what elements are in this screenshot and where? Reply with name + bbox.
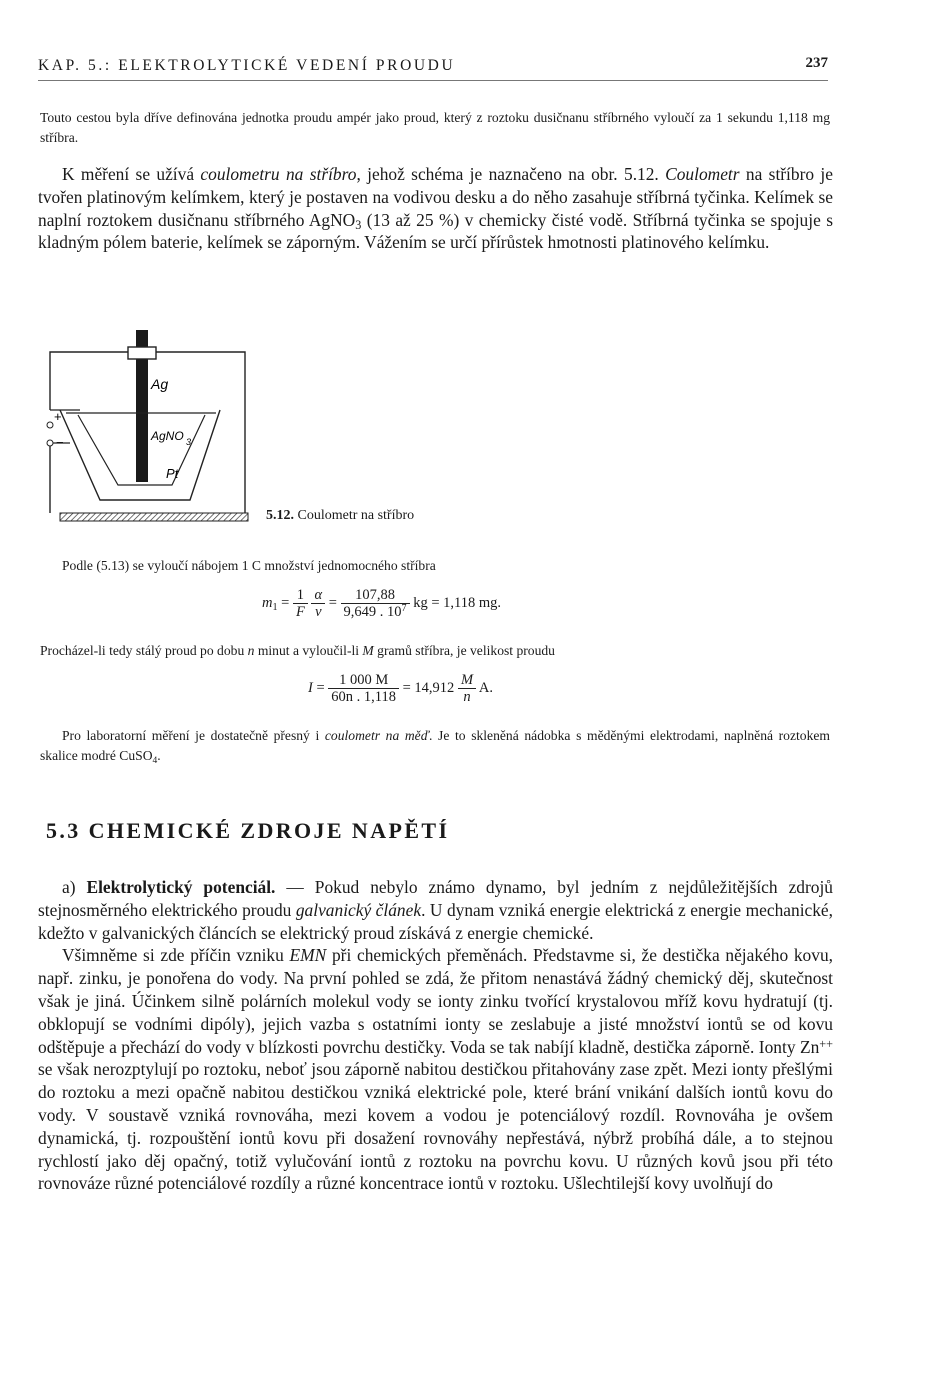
prochazel-paragraph: Procházel-li tedy stálý proud po dobu n minut a vyloučil-li M gramů stříbra, je velikost proudu (40, 643, 555, 658)
coulometer-figure (40, 325, 260, 525)
caption-text: Coulometr na stříbro (297, 508, 415, 523)
paragraph-a: a) Elektrolytický potenciál. — Pokud nebylo známo dynamo, byl jedním z nejdůležitějších zdrojů stejnosměrného elektrického proudu galvanický článek. U dynam vzniká energie elektrická z energie mechanické, kdežto v galvanických článcích se elektrický proud získává z energie chemické. (38, 877, 834, 943)
term-coulometr: Coulometr (665, 164, 740, 184)
paragraph-b: Všimněme si zde příčin vzniku EMN při chemických přeměnách. Představme si, že destička nějakého kovu, např. zinku, je ponořena do vody. Na první pohled se zdá, že přitom nenastává žádný chemický děj, skutečnost však je jiná. Účinkem silně polárních molekul vody se ionty zinku tvořící krystalovou mříž kovu hydratují (tj. obklopují se vodními dipóly), jejich vazba s ostatními ionty se zeslabuje a jisté množství iontů se od kovu odštěpuje a přechází do vody v blízkosti povrchu destičky. Voda se tak nabíjí kladně, destička záporně. Ionty Zn++ se však nerozptylují po roztoku, neboť jsou záporně nabitou destičkou přitahovány zase zpět. Mezi ionty přešlými do roztoku a mezi opačně nabitou destičkou vzniká elektrické pole, které brání vnikání dalších iontů kovu do vody. V soustavě vzniká rovnováha, mezi kovem a vodou je potenciálový rozdíl. Rovnováha je ovšem dynamická, tj. rozpouštění iontů kovu při dosažení rovnováhy nepřestává, nýbrž probíhá dále, a to stejnou rychlostí jako děj opačný, totiž vylučování iontů z roztoku na povrchu kovu. U různých kovů jsou při této rovnováze různé potenciálové rozdíly a různé koncentrace iontů v roztoku. Ušlechtilejší kovy uvolňují do (38, 945, 833, 1194)
caption-number: 5.12. (266, 508, 294, 523)
conductive-plate (60, 513, 248, 521)
formula-symbol: I (308, 679, 313, 696)
label-agno3: AgNO (151, 429, 184, 443)
clamp (128, 347, 156, 359)
text-run: na stříbro je tvořen platinovým kelímkem, který je postaven na vodivou desku a do něho zasahuje stříbrná tyčinka. Kelímek se naplní roztokem dusičnanu stříbrného AgNO (38, 164, 833, 230)
formula-m1: $m_1$ = $\frac{1}{F}$ $\frac{\alpha}{v}$ = $\frac{107,88}{9,649 . 10^7}$ kg = 1,118 mg. (262, 587, 502, 620)
minus-terminal (47, 440, 53, 446)
formula-mid: = 14,912 (402, 679, 455, 696)
label-minus: − (56, 435, 64, 450)
wire-left-top (50, 352, 135, 410)
fraction: $\frac{1 000 M}{60n . 1,118}$ (328, 672, 399, 705)
section-body (38, 876, 833, 1195)
plus-terminal (47, 422, 53, 428)
coulometer-paragraph (38, 163, 833, 254)
formula-rhs: A. (478, 679, 493, 696)
figure-caption (266, 508, 414, 524)
page-number: 237 (805, 55, 828, 71)
lab-paragraph: Pro laboratorní měření je dostatečně přesný i coulometr na měď. Je to skleněná nádobka s měděnými elektrodami, naplněná roztokem skalice modré CuSO$_4$. (40, 728, 830, 766)
term-galvanic-cell: galvanický článek (295, 899, 422, 920)
fraction: $\frac{\alpha}{v}$ (311, 587, 325, 620)
subscript: 3 (355, 217, 362, 232)
formula-symbol: m (262, 594, 273, 611)
fraction: $\frac{107,88}{9,649 . 10^7}$ (341, 587, 410, 620)
term-emn: EMN (289, 945, 327, 966)
formula-current: I = $\frac{1 000 M}{60n . 1,118}$ = 14,912 $\frac{M}{n}$ A. (308, 672, 493, 705)
chapter-title: KAP. 5.: ELEKTROLYTICKÉ VEDENÍ PROUDU (38, 57, 456, 74)
coulometer-diagram (40, 325, 260, 525)
header-rule (38, 80, 828, 81)
fraction: $\frac{1}{F}$ (293, 587, 308, 620)
section-heading: 5.3 CHEMICKÉ ZDROJE NAPĚTÍ (46, 818, 450, 843)
podle-paragraph: Podle (5.13) se vyloučí nábojem 1 C množství jednomocného stříbra (62, 558, 436, 573)
text-run: (13 až 25 %) v chemicky čisté vodě. Stříbrná tyčinka se spojuje s kladným pólem baterie, kelímek se záporným. Vážením se určí přírůstek hmotnosti platinového kelímku. (38, 209, 833, 253)
text-run: K měření se užívá (62, 164, 201, 184)
label-ag: Ag (151, 376, 169, 392)
label-agno3-sub: 3 (186, 437, 192, 447)
fraction: $\frac{M}{n}$ (458, 672, 476, 705)
intro-paragraph: Touto cestou byla dříve definována jednotka proudu ampér jako proud, který z roztoku dusičnanu stříbrného vyloučí za 1 sekundu 1,118 mg stříbra. (40, 110, 830, 145)
subscript: 1 (272, 601, 278, 613)
label-plus: + (54, 409, 62, 424)
formula-rhs: kg = 1,118 mg. (413, 594, 502, 611)
text-run: , jehož schéma je naznačeno na obr. 5.12. (356, 164, 666, 184)
bold-term: Elektrolytický potenciál. (86, 877, 276, 897)
term-coulometer: coulometru na stříbro (200, 164, 357, 184)
label-pt: Pt (166, 466, 179, 481)
running-head (38, 57, 828, 81)
